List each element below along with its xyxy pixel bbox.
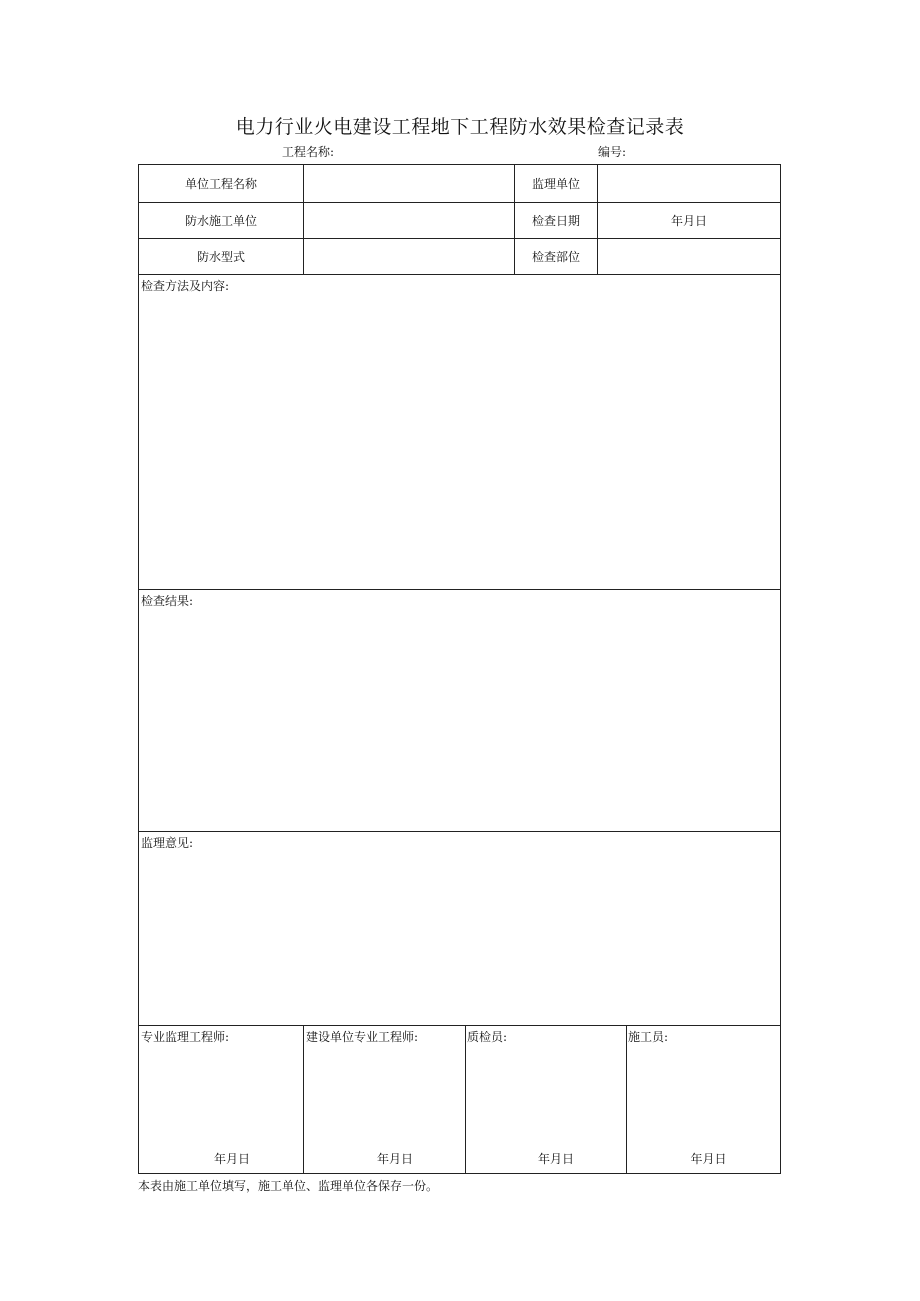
signature-owner-engineer-label: 建设单位专业工程师: xyxy=(306,1030,419,1044)
form-number-label: 编号: xyxy=(598,145,627,159)
row-divider xyxy=(139,274,780,275)
inspection-result-label: 检查结果: xyxy=(141,594,194,608)
form-title: 电力行业火电建设工程地下工程防水效果检查记录表 xyxy=(235,116,685,138)
waterproof-type-label: 防水型式 xyxy=(196,250,245,264)
signature-owner-engineer-date: 年月日 xyxy=(376,1152,413,1166)
supervision-opinion-label: 监理意见: xyxy=(141,836,194,850)
inspection-date-label: 检查日期 xyxy=(531,214,580,228)
inspection-location-label: 检查部位 xyxy=(531,250,580,264)
inspection-form-table xyxy=(138,164,781,1174)
waterproof-contractor-label: 防水施工单位 xyxy=(184,214,257,228)
waterproof-type-field[interactable] xyxy=(304,239,514,274)
signature-quality-inspector-date: 年月日 xyxy=(537,1152,574,1166)
form-footnote: 本表由施工单位填写，施工单位、监理单位各保存一份。 xyxy=(138,1179,439,1193)
row-divider xyxy=(139,831,780,832)
signature-supervision-engineer-label: 专业监理工程师: xyxy=(141,1030,230,1044)
signature-quality-inspector-label: 质检员: xyxy=(467,1030,508,1044)
project-name-label: 工程名称: xyxy=(282,145,335,159)
signature-constructor-label: 施工员: xyxy=(628,1030,669,1044)
supervision-unit-field[interactable] xyxy=(598,165,780,202)
row-divider xyxy=(139,1025,780,1026)
signature-constructor-date: 年月日 xyxy=(690,1152,727,1166)
unit-project-name-field[interactable] xyxy=(304,165,514,202)
supervision-unit-label: 监理单位 xyxy=(531,177,580,191)
inspection-location-field[interactable] xyxy=(598,239,780,274)
waterproof-contractor-field[interactable] xyxy=(304,203,514,238)
inspection-method-label: 检查方法及内容: xyxy=(141,279,230,293)
inspection-date-field[interactable]: 年月日 xyxy=(670,214,707,228)
row-divider xyxy=(139,589,780,590)
signature-supervision-engineer-date: 年月日 xyxy=(213,1152,250,1166)
unit-project-name-label: 单位工程名称 xyxy=(184,177,257,191)
